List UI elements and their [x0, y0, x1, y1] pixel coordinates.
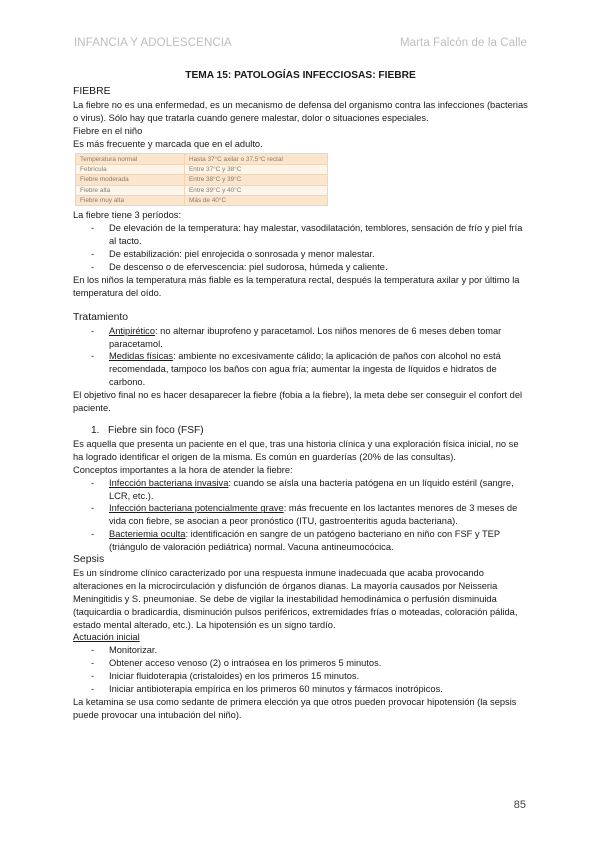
- table-cell-label: Febrícula: [76, 164, 185, 174]
- actuacion-list: [73, 644, 528, 696]
- section-number: 1.: [91, 424, 100, 436]
- term-description: : no alternar ibuprofeno y paracetamol. Los niños menores de 6 meses deben tomar paracetamol.: [109, 325, 502, 349]
- term-description: : ambiente no excesivamente cálido; la aplicación de paños con alcohol no está recomendada, tampoco los baños con agua fría; aumentar la ingesta de líquidos e hidratos de carbono.: [109, 351, 501, 388]
- list-item: - Monitorizar.: [73, 644, 528, 657]
- table-row: [76, 154, 328, 164]
- actuacion-heading: Actuación inicial: [73, 632, 140, 643]
- table-row: [76, 185, 328, 195]
- section-heading-fiebre: FIEBRE: [73, 85, 111, 97]
- temperature-note: En los niños la temperatura más fiable es la temperatura rectal, después la temperatura axilar y por último la temperatura del oído.: [73, 274, 520, 298]
- concepts-intro: Conceptos importantes a la hora de atender la fiebre:: [73, 464, 293, 475]
- table-cell-label: Fiebre muy alta: [76, 196, 185, 206]
- list-item: [73, 528, 528, 554]
- term-antipiretico: Antipirético: [109, 325, 155, 336]
- header-course-title: INFANCIA Y ADOLESCENCIA: [74, 37, 232, 49]
- term-bacteriemia-oculta: Bacteriemia oculta: [109, 529, 186, 540]
- sepsis-text: Es un síndrome clínico caracterizado por una respuesta inmune inadecuada que acaba provocando alteraciones en la microcirculación y disfunción de órganos dianas. La mayoría causados por Neisseria Meningitidis y S. pneumoniae. Se debe de vigilar la inestabilidad hemodinámica o perfusión disminuida (taquicardia o bradicardia, disminución pulsos periféricos, extremidades frías o moteadas, coloración pálida, estado mental alterado, etc.). La hipotensión es un signo tardío.: [73, 567, 518, 630]
- table-row: [76, 196, 328, 206]
- term-infeccion-grave: Infección bacteriana potencialmente grave: [109, 503, 284, 514]
- list-item: - De elevación de la temperatura: hay malestar, vasodilatación, temblores, sensación de frío y piel fría al tacto.: [73, 222, 528, 248]
- table-cell-label: Temperatura normal: [76, 154, 185, 164]
- page-number: 85: [513, 799, 526, 811]
- table-cell-value: Entre 37°C y 38°C: [185, 164, 328, 174]
- concepts-list: [73, 477, 528, 554]
- term-description: : cuando se aísla una bacteria patógena en un líquido estéril (sangre, LCR, etc.).: [109, 477, 514, 501]
- term-medidas-fisicas: Medidas físicas: [109, 351, 174, 362]
- tratamiento-objective: El objetivo final no es hacer desaparecer la fiebre (fobia a la fiebre), la meta debe ser conseguir el confort del paciente.: [73, 390, 523, 414]
- list-item: - Obtener acceso venoso (2) o intraósea en los primeros 5 minutos.: [73, 657, 528, 670]
- page-title: TEMA 15: PATOLOGÍAS INFECCIOSAS: FIEBRE: [185, 70, 416, 81]
- table-row: [76, 164, 328, 174]
- list-item: - Iniciar antibioterapia empírica en los primeros 60 minutos y fármacos inotrópicos.: [73, 683, 528, 696]
- term-infeccion-invasiva: Infección bacteriana invasiva: [109, 477, 229, 488]
- list-item: - De estabilización: piel enrojecida o sonrosada y menor malestar.: [73, 248, 528, 261]
- tratamiento-list: [73, 325, 528, 390]
- table-cell-label: Fiebre alta: [76, 185, 185, 195]
- list-item: [73, 477, 528, 503]
- fiebre-nino-text: Es más frecuente y marcada que en el adulto.: [73, 138, 263, 149]
- fiebre-nino-heading: Fiebre en el niño: [73, 125, 143, 136]
- header-author: Marta Falcón de la Calle: [399, 37, 527, 49]
- ketamina-note: La ketamina se usa como sedante de primera elección ya que otros pueden provocar hipotensión (la sepsis puede provocar una intubación del niño).: [73, 697, 517, 720]
- table-cell-value: Más de 40°C: [185, 196, 328, 206]
- section-heading-sepsis: Sepsis: [73, 554, 105, 566]
- list-item: - De descenso o de efervescencia: piel sudorosa, húmeda y caliente.: [73, 261, 528, 274]
- term-description: : identificación en sangre de un patógeno bacteriano en niño con FSF y TEP (triángulo de valoración pediátrica) normal. Vacuna antineumocócica.: [109, 529, 500, 553]
- list-item: - Iniciar fluidoterapia (cristaloides) en los primeros 15 minutos.: [73, 670, 528, 683]
- periods-list: [73, 222, 528, 274]
- list-item: [73, 502, 528, 528]
- fsf-text: Es aquella que presenta un paciente en el que, tras una historia clínica y una exploración física inicial, no se ha logrado identificar el origen de la misma. Es común en guarderías (20% de las consultas).: [73, 438, 519, 462]
- table-cell-value: Hasta 37°C axilar o 37,5°C rectal: [185, 154, 328, 164]
- list-item: [73, 350, 528, 389]
- section-heading-text: Fiebre sin foco (FSF): [108, 424, 204, 436]
- page-content: [73, 70, 528, 722]
- table-row: [76, 175, 328, 185]
- term-description: : más frecuente en los lactantes menores de 3 meses de vida con fiebre, se asocian a peor pronóstico (ITU, gastroenteritis aguda bacteriana).: [109, 503, 518, 527]
- fever-temperature-table: [75, 153, 328, 206]
- periods-intro: La fiebre tiene 3 períodos:: [73, 210, 182, 221]
- fiebre-intro: La fiebre no es una enfermedad, es un mecanismo de defensa del organismo contra las infecciones (bacterias o virus). Sólo hay que tratarla cuando genere malestar, dolor o situaciones especiales.: [73, 99, 528, 123]
- table-cell-label: Fiebre moderada: [76, 175, 185, 185]
- table-cell-value: Entre 39°C y 40°C: [185, 185, 328, 195]
- section-heading-fsf: [73, 425, 528, 438]
- table-cell-value: Entre 38°C y 39°C: [185, 175, 328, 185]
- list-item: [73, 325, 528, 351]
- section-heading-tratamiento: Tratamiento: [73, 311, 129, 323]
